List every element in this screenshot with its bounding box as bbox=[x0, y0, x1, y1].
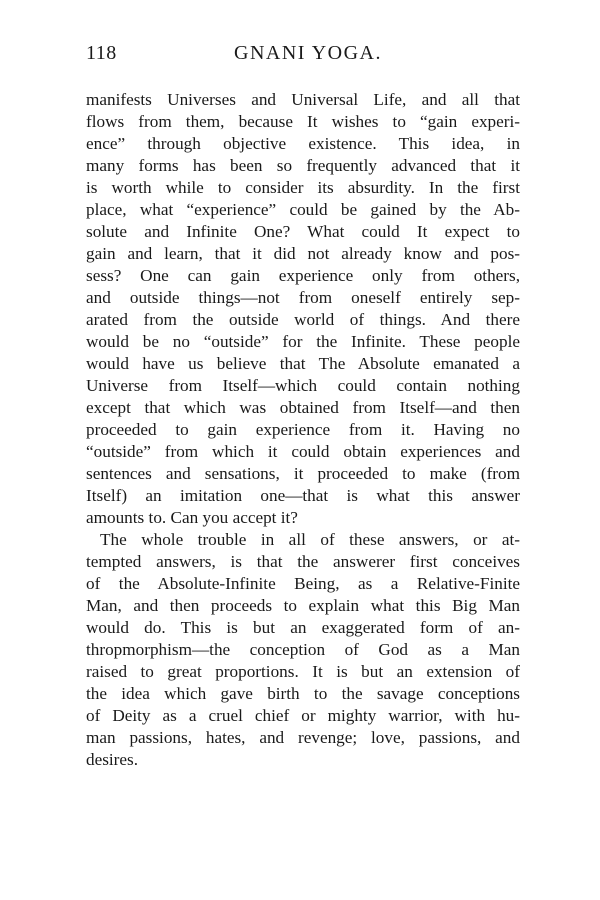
text-line: tempted answers, is that the answerer first conceives bbox=[86, 552, 520, 571]
text-line: thropmorphism—the conception of God as a Man bbox=[86, 640, 520, 659]
text-line: sentences and sensations, it proceeded to make (from bbox=[86, 464, 520, 483]
text-line: sess? One can gain experience only from others, bbox=[86, 266, 520, 285]
text-line: of Deity as a cruel chief or mighty warrior, with hu- bbox=[86, 706, 520, 725]
text-line: Universe from Itself—which could contain nothing bbox=[86, 376, 520, 395]
text-line: is worth while to consider its absurdity. In the first bbox=[86, 178, 520, 197]
text-line: gain and learn, that it did not already know and pos- bbox=[86, 244, 520, 263]
text-line: arated from the outside world of things. And there bbox=[86, 310, 520, 329]
text-line: would have us believe that The Absolute emanated a bbox=[86, 354, 520, 373]
text-line: would be no “outside” for the Infinite. These people bbox=[86, 332, 520, 351]
text-line: many forms has been so frequently advanced that it bbox=[86, 156, 520, 175]
running-title: GNANI YOGA. bbox=[234, 42, 382, 64]
text-line: amounts to. Can you accept it? bbox=[86, 508, 298, 527]
text-line: “outside” from which it could obtain experiences and bbox=[86, 442, 520, 461]
text-line: the idea which gave birth to the savage conceptions bbox=[86, 684, 520, 703]
body-text bbox=[86, 89, 520, 771]
text-line: manifests Universes and Universal Life, and all that bbox=[86, 90, 520, 109]
text-line: place, what “experience” could be gained by the Ab- bbox=[86, 200, 520, 219]
text-line: proceeded to gain experience from it. Having no bbox=[86, 420, 520, 439]
text-line: man passions, hates, and revenge; love, passions, and bbox=[86, 728, 520, 747]
text-line: solute and Infinite One? What could It expect to bbox=[86, 222, 520, 241]
page-number: 118 bbox=[86, 42, 117, 64]
text-line: Itself) an imitation one—that is what this answer bbox=[86, 486, 520, 505]
text-line: raised to great proportions. It is but an extension of bbox=[86, 662, 520, 681]
text-line: The whole trouble in all of these answers, or at- bbox=[100, 530, 520, 549]
text-line: except that which was obtained from Itself—and then bbox=[86, 398, 520, 417]
page-header bbox=[86, 42, 516, 72]
text-line: Man, and then proceeds to explain what this Big Man bbox=[86, 596, 520, 615]
text-line: flows from them, because It wishes to “gain experi- bbox=[86, 112, 520, 131]
text-line: ence” through objective existence. This idea, in bbox=[86, 134, 520, 153]
text-line: would do. This is but an exaggerated form of an- bbox=[86, 618, 520, 637]
text-line: of the Absolute-Infinite Being, as a Relative-Finite bbox=[86, 574, 520, 593]
text-line: desires. bbox=[86, 750, 139, 769]
text-line: and outside things—not from oneself entirely sep- bbox=[86, 288, 520, 307]
